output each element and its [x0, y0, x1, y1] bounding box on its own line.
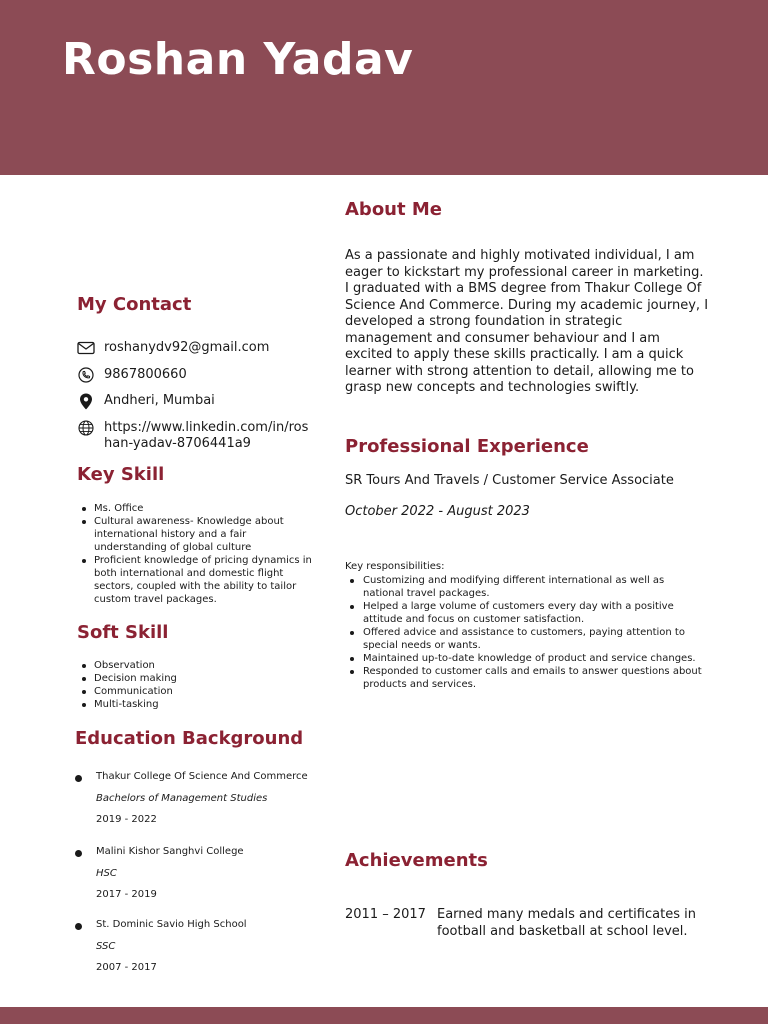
school-name: Malini Kishor Sanghvi College — [96, 846, 244, 857]
soft-skill-list — [77, 659, 317, 711]
list-item: Responded to customer calls and emails to answer questions about products and services. — [345, 665, 705, 691]
email-text[interactable]: roshanydv92@gmail.com — [104, 340, 270, 355]
about-text: As a passionate and highly motivated individual, I am eager to kickstart my professional career in marketing. I graduated with a BMS degree from Thakur College Of Science And Commerce. During my academic journey, I developed a strong foundation in strategic management and consumer behaviour and I am excited to apply these skills practically. I am a quick learner with strong attention to detail, allowing me to grasp new concepts and technologies swiftly. — [345, 248, 709, 395]
list-item: Customizing and modifying different international as well as national travel packages. — [345, 574, 705, 600]
globe-icon — [77, 420, 95, 436]
list-item: Observation — [77, 659, 317, 672]
list-item: Helped a large volume of customers every day with a positive attitude and focus on customer satisfaction. — [345, 600, 705, 626]
linkedin-link[interactable]: https://www.linkedin.com/in/roshan-yadav-8706441a9 — [104, 420, 309, 451]
achievement-years: 2011 – 2017 — [345, 907, 426, 922]
education-years: 2007 - 2017 — [96, 962, 157, 973]
school-name: Thakur College Of Science And Commerce — [96, 771, 308, 782]
education-title: Education Background — [75, 728, 304, 749]
header-banner — [0, 0, 768, 175]
contact-phone — [77, 367, 187, 383]
responsibilities-list — [345, 574, 705, 691]
job-title: SR Tours And Travels / Customer Service Associate — [345, 473, 674, 488]
list-item: Maintained up-to-date knowledge of product and service changes. — [345, 652, 705, 665]
job-period: October 2022 - August 2023 — [345, 504, 530, 519]
mail-icon — [77, 340, 95, 356]
list-item: Proficient knowledge of pricing dynamics in both international and domestic flight sectors, coupled with the ability to tailor custom travel packages. — [77, 554, 317, 606]
degree-name: Bachelors of Management Studies — [96, 793, 268, 804]
list-item: Communication — [77, 685, 317, 698]
phone-text[interactable]: 9867800660 — [104, 367, 187, 382]
education-years: 2019 - 2022 — [96, 814, 157, 825]
responsibilities-heading: Key responsibilities: — [345, 561, 445, 572]
list-item: Cultural awareness- Knowledge about international history and a fair understanding of global culture — [77, 515, 317, 554]
list-item: Ms. Office — [77, 502, 317, 515]
footer-bar — [0, 1007, 768, 1024]
key-skill-title: Key Skill — [77, 464, 165, 485]
location-text: Andheri, Mumbai — [104, 393, 215, 408]
contact-location — [77, 393, 215, 409]
contact-linkedin — [77, 420, 314, 452]
bullet-dot — [75, 923, 82, 930]
education-years: 2017 - 2019 — [96, 889, 157, 900]
bullet-dot — [75, 850, 82, 857]
degree-name: HSC — [96, 868, 117, 879]
candidate-name: Roshan Yadav — [62, 34, 414, 85]
achievements-title: Achievements — [345, 850, 488, 871]
list-item: Offered advice and assistance to customers, paying attention to special needs or wants. — [345, 626, 705, 652]
key-skill-list — [77, 502, 317, 606]
about-title: About Me — [345, 199, 442, 220]
list-item: Multi-tasking — [77, 698, 317, 711]
contact-email — [77, 340, 269, 356]
contact-section-title: My Contact — [77, 294, 192, 315]
list-item: Decision making — [77, 672, 317, 685]
phone-icon — [77, 367, 95, 383]
bullet-dot — [75, 775, 82, 782]
location-pin-icon — [77, 393, 95, 409]
degree-name: SSC — [96, 941, 116, 952]
experience-title: Professional Experience — [345, 436, 589, 457]
soft-skill-title: Soft Skill — [77, 622, 169, 643]
achievement-text: Earned many medals and certificates in football and basketball at school level. — [437, 907, 696, 939]
school-name: St. Dominic Savio High School — [96, 919, 247, 930]
